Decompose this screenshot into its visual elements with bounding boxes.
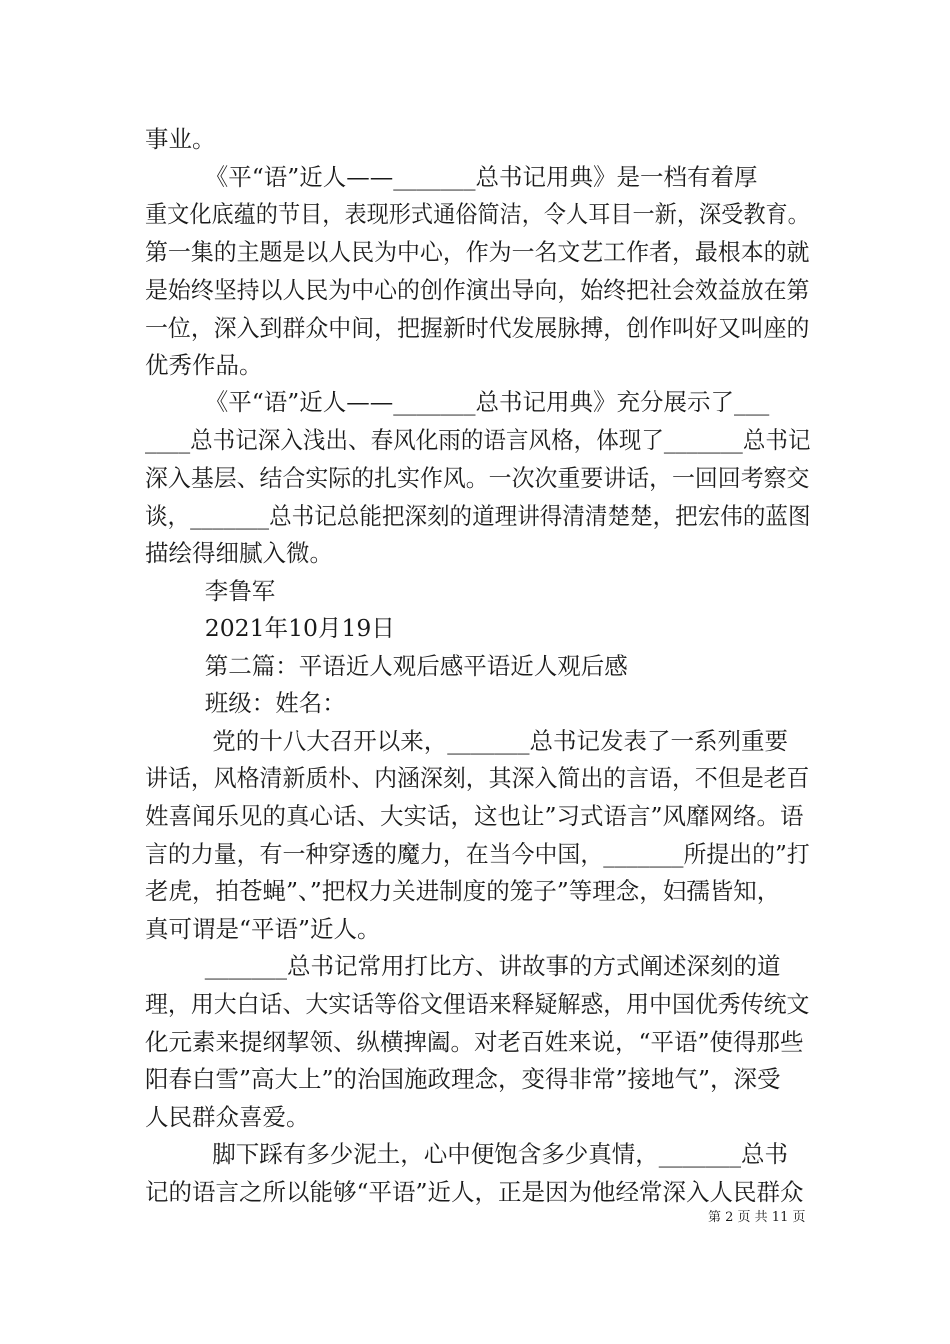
text-line: 人民群众喜爱。 (145, 1103, 310, 1131)
text-line: 姓喜闻乐见的真心话、大实话，这也让”习式语言”风靡网络。语 (145, 802, 804, 830)
text-line: 言的力量，有一种穿透的魔力，在当今中国，_______所提出的”打 (145, 840, 810, 868)
text-line: ____总书记深入浅出、春风化雨的语言风格，体现了_______总书记 (145, 426, 811, 454)
text-line: _______总书记常用打比方、讲故事的方式阐述深刻的道 (145, 952, 781, 980)
text-line: 理，用大白话、大实话等俗文俚语来释疑解惑，用中国优秀传统文 (145, 990, 810, 1018)
text-line: 重文化底蕴的节目，表现形式通俗简洁，令人耳目一新，深受教育。 (145, 200, 810, 228)
text-line: 一位，深入到群众中间，把握新时代发展脉搏，创作叫好又叫座的 (145, 314, 810, 342)
text-line: 讲话，风格清新质朴、内涵深刻，其深入简出的言语，不但是老百 (145, 764, 810, 792)
text-line: 脚下踩有多少泥土，心中便饱含多少真情，_______总书 (145, 1140, 788, 1168)
text-line: 第一集的主题是以人民为中心，作为一名文艺工作者，最根本的就 (145, 238, 810, 266)
text-line: 《平“语”近人——_______总书记用典》是一档有着厚 (145, 163, 758, 191)
text-line: 事业。 (145, 125, 216, 153)
text-line: 记的语言之所以能够“平语”近人，正是因为他经常深入人民群众 (145, 1178, 804, 1206)
text-line: 党的十八大召开以来，_______总书记发表了一系列重要 (145, 727, 788, 755)
text-line: 真可谓是“平语”近人。 (145, 915, 381, 943)
text-line: 老虎，拍苍蝇”、”把权力关进制度的笼子”等理念，妇孺皆知， (145, 877, 781, 905)
text-line: 谈，_______总书记总能把深刻的道理讲得清清楚楚，把宏伟的蓝图 (145, 502, 811, 530)
text-line: 深入基层、结合实际的扎实作风。一次次重要讲话，一回回考察交 (145, 464, 810, 492)
text-line: 阳春白雪”高大上”的治国施政理念，变得非常”接地气”，深受 (145, 1065, 781, 1093)
text-line: 李鲁军 (145, 577, 276, 605)
text-line: 第二篇：平语近人观后感平语近人观后感 (145, 652, 628, 680)
page-footer: 第 2 页 共 11 页 (708, 1210, 806, 1225)
text-line: 《平“语”近人——_______总书记用典》充分展示了___ (145, 388, 770, 416)
text-line: 是始终坚持以人民为中心的创作演出导向，始终把社会效益放在第 (145, 276, 810, 304)
text-line: 2021年10月19日 (145, 614, 395, 642)
text-line: 优秀作品。 (145, 351, 263, 379)
text-line: 化元素来提纲挈领、纵横捭阖。对老百姓来说，“平语”使得那些 (145, 1028, 804, 1056)
text-line: 描绘得细腻入微。 (145, 539, 333, 567)
text-line: 班级：姓名： (145, 689, 346, 717)
